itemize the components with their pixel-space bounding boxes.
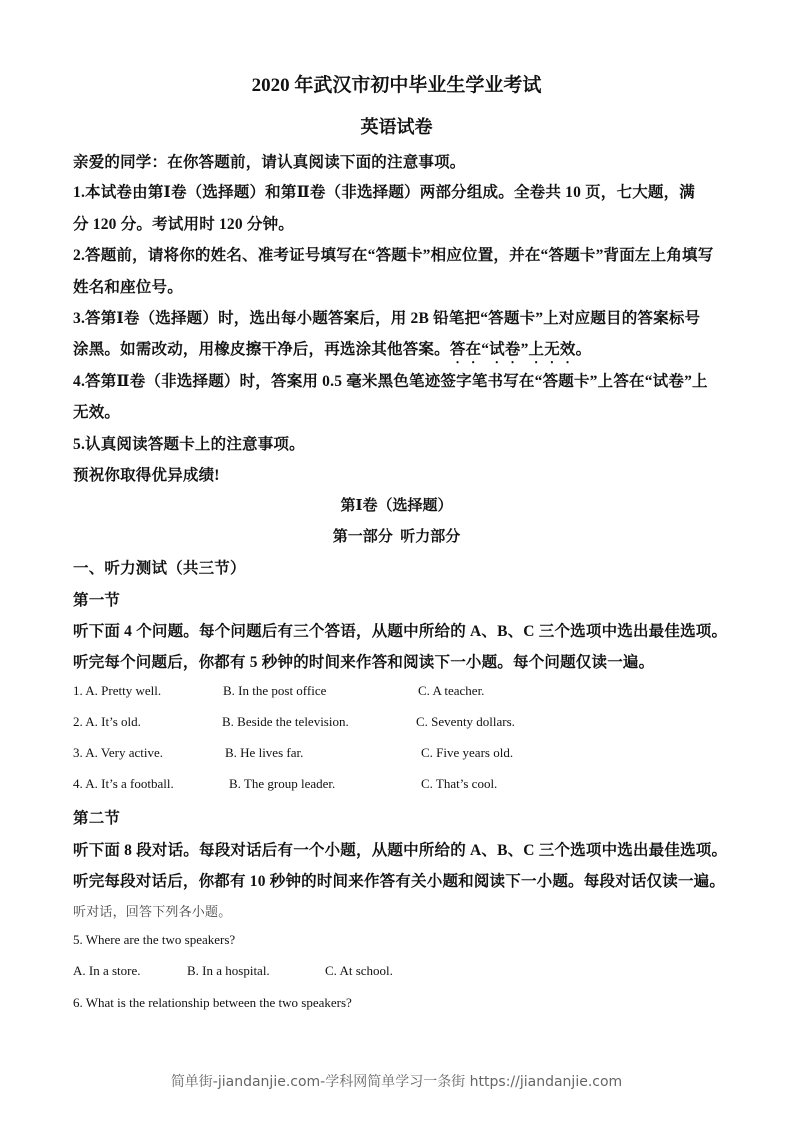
volume-title: 第Ⅰ卷（选择题） [340,498,453,514]
q3-option-b: B. He lives far. [225,745,304,760]
good-luck-message: 预祝你取得优异成绩! [73,467,220,484]
instruction-3-line-1: 3.答第Ⅰ卷（选择题）时，选出每小题答案后，用 2B 铅笔把“答题卡”上对应题目的答案标号 [73,310,701,327]
part-title: 第一部分 听力部分 [332,529,461,545]
q1-option-a: 1. A. Pretty well. [73,683,162,698]
instruction-4-line-1: 4.答第Ⅱ卷（非选择题）时，答案用 0.5 毫米黑色笔迹签字笔书写在“答题卡”上答在“试卷”上 [73,373,708,390]
section-1-directions-line-1: 听下面 4 个问题。每个问题后有三个答语，从题中所给的 A、B、C 三个选项中选出最佳选项。 [73,623,728,640]
q2-option-c: C. Seventy dollars. [416,714,515,729]
q4-option-c: C. That’s cool. [421,776,498,791]
section-1-directions-line-2: 听完每个问题后，你都有 5 秒钟的时间来作答和阅读下一小题。每个问题仅读一遍。 [73,654,655,671]
q4-option-a: 4. A. It’s a football. [73,776,174,791]
q5-option-c: C. At school. [325,963,393,978]
section-1-label: 第一节 [73,592,121,609]
q1-option-c: C. A teacher. [418,683,485,698]
q4-option-b: B. The group leader. [229,776,336,791]
q2-option-a: 2. A. It’s old. [73,714,141,729]
q3-option-a: 3. A. Very active. [73,745,164,760]
instruction-3-text: 涂黑。如需改动，用橡皮擦干净后，再选涂其他答案。 [73,341,450,358]
instruction-2-line-1: 2.答题前，请将你的姓名、准考证号填写在“答题卡”相应位置，并在“答题卡”背面左上角填写 [73,247,714,264]
q5-option-b: B. In a hospital. [187,963,270,978]
instruction-2-line-2: 姓名和座位号。 [73,279,183,296]
section-2-label: 第二节 [73,810,121,827]
instruction-1-line-2: 分 120 分。考试用时 120 分钟。 [73,216,295,233]
q5-stem: 5. Where are the two speakers? [73,932,236,947]
instruction-4-line-2: 无效。 [73,404,121,421]
dialogue-prompt: 听对话，回答下列各小题。 [73,904,232,919]
exam-subtitle: 英语试卷 [360,117,433,137]
q5-option-a: A. In a store. [73,963,141,978]
emphasized-warning: 答在“试卷”上无效 [449,341,576,358]
section-2-directions-line-2: 听完每段对话后，你都有 10 秒钟的时间来作答有关小题和阅读下一小题。每段对话仅读一遍。 [73,873,726,890]
q1-option-b: B. In the post office [223,683,327,698]
q6-stem: 6. What is the relationship between the two speakers? [73,995,352,1010]
instruction-5: 5.认真阅读答题卡上的注意事项。 [73,436,305,453]
instruction-1-line-1: 1.本试卷由第Ⅰ卷（选择题）和第Ⅱ卷（非选择题）两部分组成。全卷共 10 页，七大题，满 [73,184,695,201]
footer-watermark: 简单街-jiandanjie.com-学科网简单学习一条街 https://jiandanjie.com [170,1074,623,1090]
instruction-3-end: 。 [575,341,592,358]
q2-option-b: B. Beside the television. [222,714,349,729]
section-2-directions-line-1: 听下面 8 段对话。每段对话后有一个小题，从题中所给的 A、B、C 三个选项中选出最佳选项。 [73,842,728,859]
q3-option-c: C. Five years old. [421,745,514,760]
section-title: 一、听力测试（共三节） [73,560,246,577]
instructions-greeting: 亲爱的同学：在你答题前，请认真阅读下面的注意事项。 [73,154,466,171]
exam-title: 2020 年武汉市初中毕业生学业考试 [251,75,542,96]
instruction-3-line-2 [73,337,591,367]
